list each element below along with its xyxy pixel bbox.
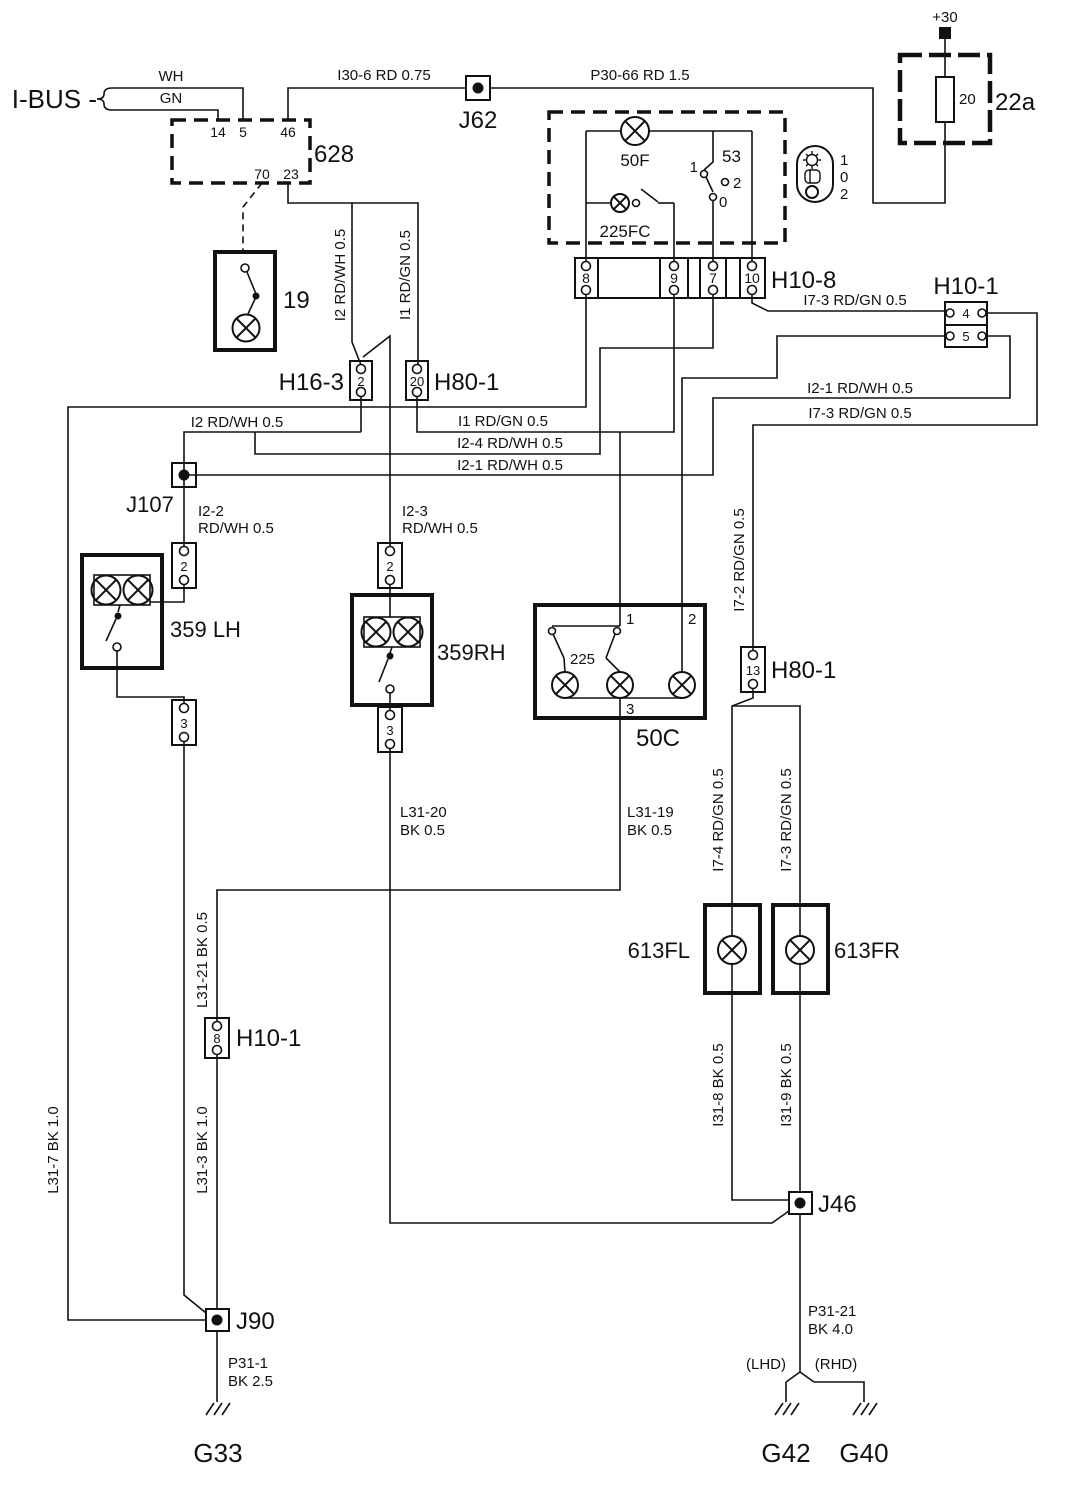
connector-h10-8-label: H10-8 xyxy=(771,267,837,294)
ibus-brace xyxy=(97,88,112,110)
lamp-359-rh-label: 359RH xyxy=(437,640,506,665)
wire-p31-21-label2: BK 4.0 xyxy=(808,1321,854,1338)
split-left xyxy=(786,1372,800,1382)
connector-lh-pin3: 3 xyxy=(180,716,188,731)
h10-8-pin7: 7 xyxy=(709,270,717,286)
50c-switch1-blade xyxy=(553,634,564,658)
connector-rh-pin3: 3 xyxy=(386,723,394,738)
wire-i2-3-label2: RD/WH 0.5 xyxy=(402,520,478,537)
junction-j46 xyxy=(746,1191,889,1468)
switch-53-label: 53 xyxy=(722,147,741,166)
50c-lamp-3-icon xyxy=(669,672,695,698)
wire-i2-2-label2: RD/WH 0.5 xyxy=(198,520,274,537)
connector-h80-1-13-label: H80-1 xyxy=(771,657,837,684)
fuse-20-label: 20 xyxy=(959,91,976,108)
wire-i1-h-label: I1 RD/GN 0.5 xyxy=(457,413,549,430)
lamp-613fl-label: 613FL xyxy=(627,938,690,963)
junction-j46-dot xyxy=(795,1198,806,1209)
indicator-body xyxy=(797,146,833,202)
module-628-label: 628 xyxy=(314,141,355,168)
junction-j62-label: J62 xyxy=(458,107,498,134)
ground-g40-icon xyxy=(853,1403,877,1415)
50c-switch-label: 225 xyxy=(570,651,596,668)
switch-19 xyxy=(215,183,310,350)
plus30-label: +30 xyxy=(932,9,958,26)
lh-switch-blade xyxy=(106,619,116,641)
613fr-lamp-icon xyxy=(786,936,814,964)
lamp-359-lh-box xyxy=(82,555,162,668)
h10-1-pin4: 4 xyxy=(962,306,970,321)
wire-i7-3-b xyxy=(753,313,1037,651)
rh-switch-blade xyxy=(379,659,388,682)
split-right xyxy=(800,1372,814,1382)
pin-23: 23 xyxy=(283,166,299,182)
wh-label: WH xyxy=(158,68,184,85)
h10-1-pin5: 5 xyxy=(962,329,970,344)
switch-19-terminal xyxy=(241,264,249,272)
off-position-icon xyxy=(806,186,818,198)
h10-8-pin9: 9 xyxy=(670,270,678,286)
wire-50c-pin2-feed xyxy=(682,336,945,605)
wire-i2-3-line xyxy=(363,336,390,547)
lamp-225fc-label: 225FC xyxy=(599,222,651,241)
light-on-icon xyxy=(803,151,821,169)
rh-switch-lead xyxy=(390,647,392,653)
lamp-50f-label: 50F xyxy=(620,151,650,170)
wire-i7-3-a-label: I7-3 RD/GN 0.5 xyxy=(803,292,907,309)
50c-pin1-label: 1 xyxy=(626,611,635,628)
connector-lh-pin2: 2 xyxy=(180,559,188,574)
module-628 xyxy=(172,120,354,183)
lamp-613fr xyxy=(773,905,900,1192)
50c-switch2-blade xyxy=(606,634,615,658)
wire-p31-1-label2: BK 2.5 xyxy=(228,1373,274,1390)
wire-p31-1-label1: P31-1 xyxy=(228,1355,269,1372)
connector-h80-1-20-label: H80-1 xyxy=(434,369,500,396)
lhd-label: (LHD) xyxy=(746,1356,786,1373)
indicator-2-label: 2 xyxy=(840,186,849,203)
lh-lamp-1-icon xyxy=(92,576,121,605)
wire-i2-i1-feeds xyxy=(288,183,418,365)
wire-i2-2-label1: I2-2 xyxy=(198,503,224,520)
lamp-50f-icon xyxy=(621,117,649,145)
switch-53-pos2-label: 2 xyxy=(733,175,742,192)
50c-lamp1-lead xyxy=(564,658,565,672)
50c-lamp2-lead xyxy=(606,658,620,672)
lamp-613fl xyxy=(628,905,789,1200)
wire-p30-66-label: P30-66 RD 1.5 xyxy=(590,67,690,84)
wire-i2-h-label: I2 RD/WH 0.5 xyxy=(190,414,284,431)
switch-53-pos0-label: 0 xyxy=(719,194,728,211)
wire-l31-20-label2: BK 0.5 xyxy=(400,822,446,839)
lamp-359-lh-label: 359 LH xyxy=(170,617,241,642)
wire-i2-4-label: I2-4 RD/WH 0.5 xyxy=(457,435,563,452)
wire-i1-v-label: I1 RD/GN 0.5 xyxy=(397,229,414,321)
rh-lamp-1-icon xyxy=(362,618,391,647)
wire-i1-h xyxy=(417,294,674,432)
wire-i2-feed xyxy=(352,203,361,365)
switch-19-blade xyxy=(247,272,256,294)
indicator-1-label: 1 xyxy=(840,152,849,169)
lamp-613fr-label: 613FR xyxy=(834,938,901,963)
ibus-feed xyxy=(12,68,243,120)
h16-3-pin2: 2 xyxy=(357,374,365,389)
lh-switch-pivot xyxy=(115,613,122,620)
wire-l31-21-label: L31-21 BK 0.5 xyxy=(194,912,211,1008)
wire-i2-3-label1: I2-3 xyxy=(402,503,428,520)
wire-l31-20 xyxy=(390,748,789,1223)
50c-switch1-terminal xyxy=(549,628,556,635)
wire-l31-19-label2: BK 0.5 xyxy=(627,822,673,839)
connector-h80-1-20 xyxy=(406,361,499,400)
lh-lamp-holder xyxy=(94,575,150,605)
wire-l31-19-label1: L31-19 xyxy=(627,804,674,821)
50c-lamp-2-icon xyxy=(607,672,633,698)
wire-i2-v-label: I2 RD/WH 0.5 xyxy=(332,228,349,322)
switch-19-label: 19 xyxy=(283,287,310,314)
h80-1-pin13: 13 xyxy=(745,663,761,678)
wire-i7-3-c-label: I7-3 RD/GN 0.5 xyxy=(778,768,795,872)
junction-j107-label: J107 xyxy=(126,492,174,517)
wire-i30-6-label: I30-6 RD 0.75 xyxy=(337,67,431,84)
50c-pin2-label: 2 xyxy=(688,611,697,628)
connector-rh-pin2: 2 xyxy=(386,559,394,574)
h10-8-pin10: 10 xyxy=(744,270,760,286)
wire-i2-1-label: I2-1 RD/WH 0.5 xyxy=(457,457,563,474)
h10-8-pin8: 8 xyxy=(582,270,590,286)
switch-53-contact-2 xyxy=(722,179,729,186)
connector-h10-1-top-label: H10-1 xyxy=(933,273,999,300)
ground-g40-label: G40 xyxy=(839,1438,889,1468)
lh-switch-lead xyxy=(118,605,120,612)
junction-j90 xyxy=(193,1308,274,1468)
wire-l31-3-label: L31-3 BK 1.0 xyxy=(194,1106,211,1194)
ground-g42-label: G42 xyxy=(761,1438,811,1468)
lamp-19-icon xyxy=(233,315,260,342)
connector-h10-8 xyxy=(575,258,836,298)
power-feed xyxy=(288,9,1036,203)
rh-lamp-2-icon xyxy=(394,618,423,647)
h10-1-pin8: 8 xyxy=(213,1031,221,1046)
parking-light-icon xyxy=(805,170,820,183)
ground-g33-icon xyxy=(206,1403,230,1415)
wire-i7-3-b-label: I7-3 RD/GN 0.5 xyxy=(808,405,912,422)
rh-switch-terminal xyxy=(386,685,394,693)
pin-70: 70 xyxy=(254,166,270,182)
fusebox-22a-label: 22a xyxy=(995,89,1036,116)
wire-i7-4-label: I7-4 RD/GN 0.5 xyxy=(710,768,727,872)
wire-l31-19 xyxy=(217,698,620,1022)
wire-i7-2-label: I7-2 RD/GN 0.5 xyxy=(731,508,748,612)
connector-h16-3 xyxy=(279,361,372,400)
wire-i2-h xyxy=(184,432,361,470)
gn-label: GN xyxy=(159,90,183,107)
wire-g40 xyxy=(814,1382,864,1402)
ibus-label: I-BUS - xyxy=(11,84,97,114)
indicator-53 xyxy=(797,146,848,203)
wire-l31-7-label: L31-7 BK 1.0 xyxy=(45,1106,62,1194)
lamp-cluster-50c-label: 50C xyxy=(635,725,681,752)
wire-i30-6 xyxy=(288,88,466,120)
wire-lh-ground xyxy=(184,741,206,1313)
switch-53-blade xyxy=(706,177,713,192)
rhd-label: (RHD) xyxy=(814,1356,858,1373)
wire-i7-4 xyxy=(732,688,753,905)
switch-19-lead xyxy=(248,299,255,314)
rh-lamp-holder xyxy=(364,617,420,647)
wire-i2-1-label-b: I2-1 RD/WH 0.5 xyxy=(807,380,913,397)
rh-switch-pivot xyxy=(387,653,394,660)
50c-lamp-1-icon xyxy=(552,672,578,698)
wire-53-pos1 xyxy=(704,131,713,170)
wire-lh-in xyxy=(150,584,184,602)
50c-switch2-terminal xyxy=(614,628,621,635)
switch-19-pivot xyxy=(253,293,260,300)
connector-h80-1-13 xyxy=(710,647,836,905)
wire-19-link xyxy=(243,183,262,252)
pin-14: 14 xyxy=(210,124,226,140)
lh-switch-terminal xyxy=(113,643,121,651)
connector-h10-1-8-label: H10-1 xyxy=(236,1025,302,1052)
switch-53-contact-0 xyxy=(710,194,717,201)
lightswitch-53 xyxy=(549,112,785,262)
wire-p31-21-label1: P31-21 xyxy=(808,1303,857,1320)
junction-j90-dot xyxy=(212,1315,223,1326)
plus30-terminal xyxy=(939,27,951,39)
indicator-0-label: 0 xyxy=(840,169,849,186)
wire-p30-66 xyxy=(490,88,945,203)
pin-5: 5 xyxy=(239,124,247,140)
ground-g42-icon xyxy=(775,1403,799,1415)
junction-j46-label: J46 xyxy=(818,1191,857,1218)
lamp-225fc-icon xyxy=(611,194,629,212)
connector-h16-3-label: H16-3 xyxy=(278,369,344,396)
ground-g33-label: G33 xyxy=(193,1438,243,1468)
wire-l31-20-label1: L31-20 xyxy=(400,804,447,821)
switch-53-pos1-label: 1 xyxy=(689,159,698,176)
switch-53-contact-1 xyxy=(701,171,708,178)
switch-225fc-terminal xyxy=(633,200,640,207)
fuse-20 xyxy=(936,77,954,122)
bus-wires xyxy=(68,292,1037,1320)
h80-1-pin20: 20 xyxy=(409,374,425,389)
connector-h10-1-8 xyxy=(45,912,301,1309)
lh-lamp-2-icon xyxy=(124,576,153,605)
wire-i31-8-label: I31-8 BK 0.5 xyxy=(710,1043,727,1127)
switch-225fc-blade xyxy=(641,189,658,202)
wire-lh-out xyxy=(117,651,184,704)
wire-i31-9-label: I31-9 BK 0.5 xyxy=(778,1043,795,1127)
junction-j62-dot xyxy=(473,83,484,94)
50c-pin3-label: 3 xyxy=(626,701,635,718)
pin-46: 46 xyxy=(280,124,296,140)
613fl-lamp-icon xyxy=(718,936,746,964)
junction-j90-label: J90 xyxy=(236,1308,275,1335)
